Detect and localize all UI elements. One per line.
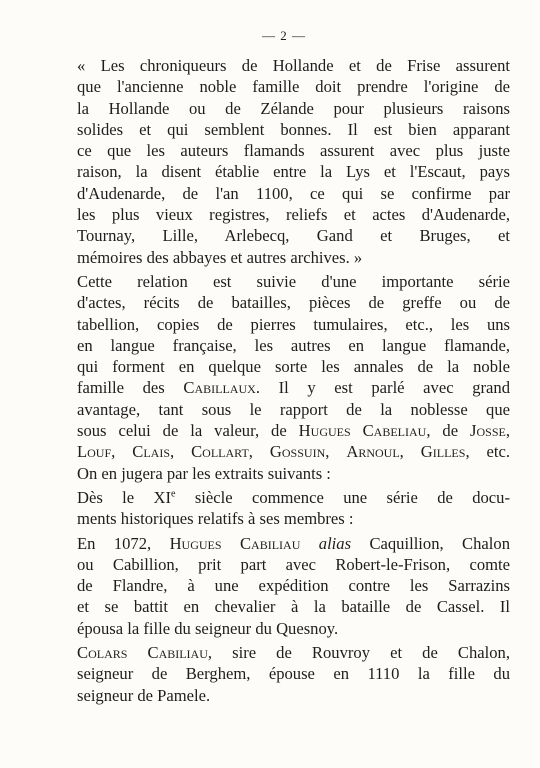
text-fragment: ,: [505, 421, 510, 441]
person-name: Hugues Cabeliau: [298, 421, 427, 441]
text-line: tabellion, copies de pierres tumulaires, etc., les uns: [77, 314, 510, 334]
text-line: ce que les auteurs flamands assurent avec plus juste: [77, 141, 510, 161]
text-fragment: ,: [111, 442, 133, 462]
text-line: de Flandre, à une expédition contre les Sarrazins: [77, 576, 510, 596]
family-name: Cabillaux: [183, 378, 256, 398]
text-line: seigneur de Berghem, épouse en 1110 la fille du: [77, 664, 510, 684]
text-fragment: . Il y est parlé avec grand: [255, 378, 510, 398]
text-line: [58, 533, 510, 554]
text-line: On en jugera par les extraits suivants :: [77, 463, 331, 483]
text-line: [58, 420, 510, 441]
text-line: qui forment en quelque sorte les annales de la noble: [77, 357, 510, 377]
text-line: mémoires des abbayes et autres archives. »: [77, 247, 363, 267]
person-name: Clais: [132, 442, 170, 462]
person-name: Gilles: [420, 442, 466, 462]
text-line: raison, la disent établie entre la Lys et l'Escaut, pays: [77, 162, 510, 182]
text-line: la Hollande ou de Zélande pour plusieurs raisons: [77, 98, 510, 118]
italic-word: alias: [318, 533, 352, 553]
text-fragment: sous celui de la valeur, de: [77, 421, 299, 441]
text-fragment: ,: [248, 442, 270, 462]
page: [58, 28, 510, 709]
text-fragment: Dès le XI: [77, 487, 172, 507]
text-line: Cette relation est suivie d'une importante série: [77, 271, 510, 291]
text-line: solides et qui semblent bonnes. Il est bien apparant: [77, 119, 510, 139]
text-fragment: , de: [426, 421, 471, 441]
page-number: — 2 —: [262, 28, 306, 43]
text-line: [58, 487, 510, 508]
text-fragment: ,: [399, 442, 421, 462]
paragraph-colars: [58, 642, 510, 706]
text-line: ou Cabillion, prit part avec Robert-le-Frison, comte: [77, 554, 510, 574]
text-line: [58, 377, 510, 398]
text-line: ments historiques relatifs à ses membres :: [77, 509, 354, 529]
text-line: « Les chroniqueurs de Hollande et de Frise assurent: [77, 56, 510, 75]
text-line: seigneur de Pamele.: [77, 685, 211, 705]
text-line: avantage, tant sous le rapport de la noblesse que: [77, 399, 510, 419]
person-name: Arnoul: [346, 442, 400, 462]
paragraph-relation: [58, 271, 510, 484]
text-fragment: ,: [170, 442, 192, 462]
person-name: Collart: [191, 442, 249, 462]
text-fragment: , sire de Rouvroy et de Chalon,: [207, 643, 510, 663]
person-name: Hugues Cabiliau: [169, 533, 301, 553]
text-line: et se battit en chevalier à la bataille de Cassel. Il: [77, 597, 510, 617]
text-fragment: ,: [325, 442, 347, 462]
person-name: Colars Cabiliau: [77, 643, 208, 663]
text-fragment: En 1072,: [77, 533, 170, 553]
text-line: [58, 642, 510, 663]
text-fragment: famille des: [77, 378, 184, 398]
text-line: épousa la fille du seigneur du Quesnoy.: [77, 618, 339, 638]
text-fragment: , etc.: [465, 442, 511, 462]
text-line: Tournay, Lille, Arlebecq, Gand et Bruges, et: [77, 226, 510, 246]
text-line: que l'ancienne noble famille doit prendre l'origine de: [77, 77, 510, 97]
text-line: en langue française, les autres en langue flamande,: [77, 335, 510, 355]
person-name: Josse: [470, 421, 506, 441]
person-name: Louf: [77, 442, 112, 462]
text-line: [58, 441, 510, 462]
text-fragment: siècle commence une série de docu-: [175, 487, 510, 507]
paragraph-xi-siecle: [58, 487, 510, 530]
text-line: d'actes, récits de batailles, pièces de greffe ou de: [77, 293, 510, 313]
text-fragment: [300, 534, 318, 553]
superscript: e: [171, 488, 176, 500]
paragraph-1072: [58, 533, 510, 639]
text-fragment: Caquillion, Chalon: [351, 533, 510, 553]
text-line: les plus vieux registres, reliefs et actes d'Audenarde,: [77, 205, 510, 225]
text-line: d'Audenarde, de l'an 1100, ce qui se confirme par: [77, 183, 510, 203]
person-name: Gossuin: [269, 442, 326, 462]
paragraph-chroniqueurs: [58, 55, 510, 268]
